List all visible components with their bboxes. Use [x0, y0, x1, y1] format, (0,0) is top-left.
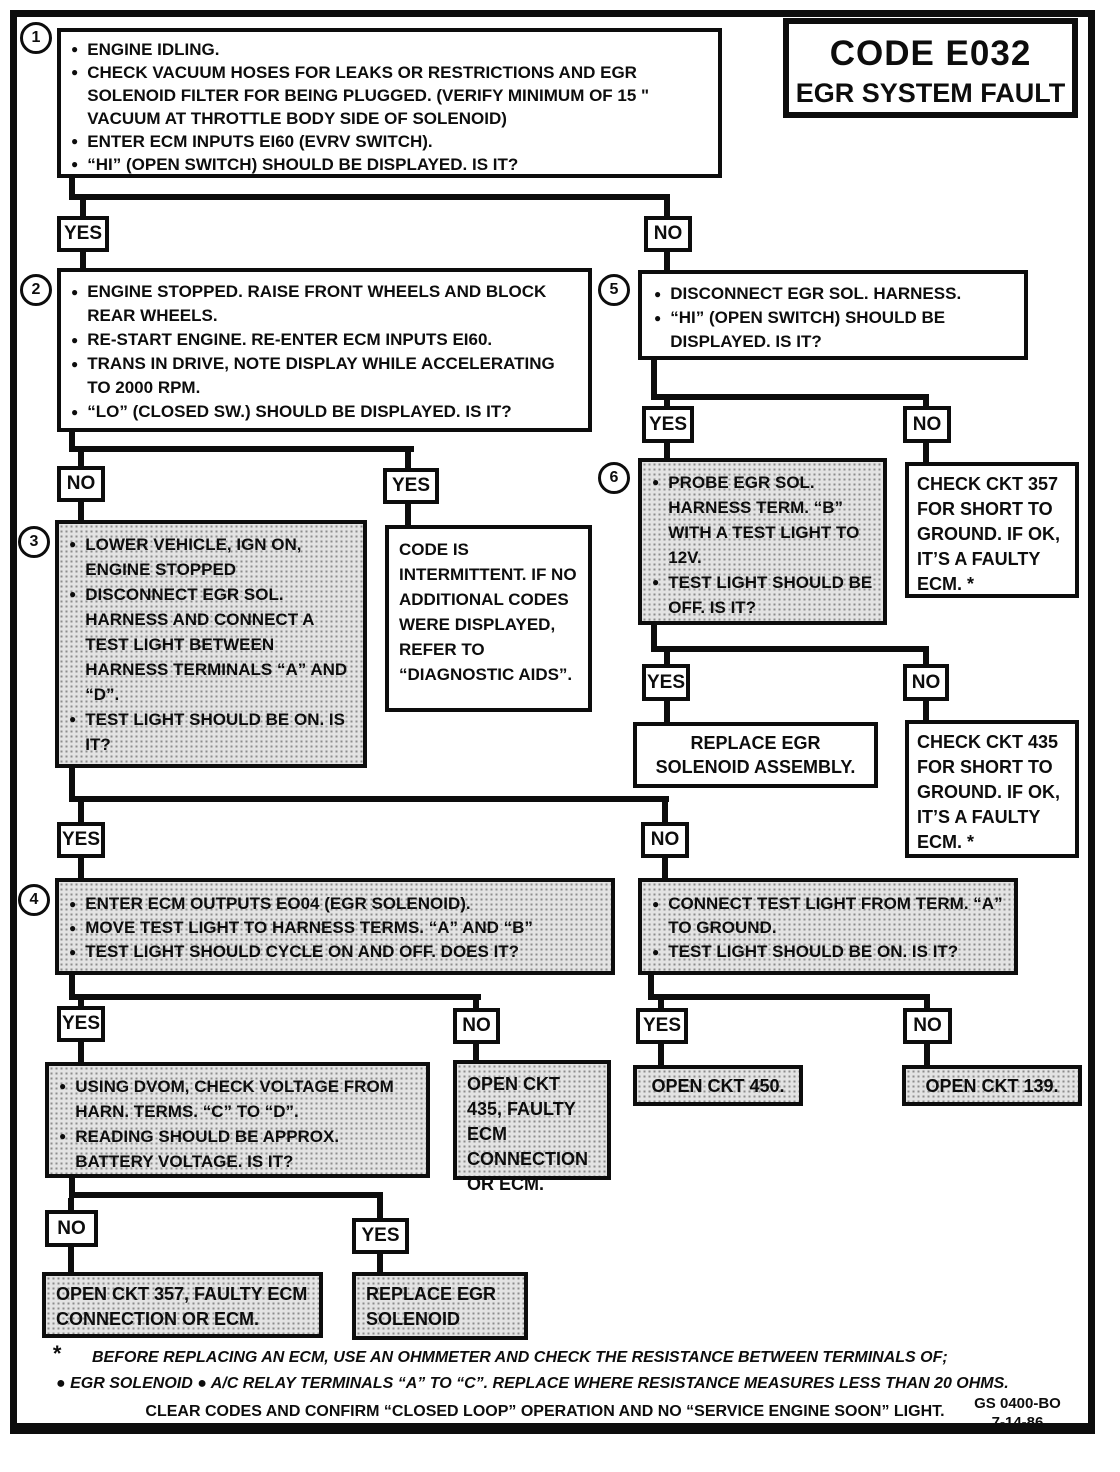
connector-line — [658, 1044, 664, 1065]
connect-test-light-box — [638, 878, 1018, 975]
bullet-item — [71, 61, 708, 130]
connector-line — [664, 443, 670, 458]
connector-line — [78, 1042, 84, 1062]
step-2-number: 2 — [20, 274, 52, 306]
connector-line — [405, 504, 411, 525]
connector-line — [78, 858, 84, 878]
decision-yes: YES — [352, 1218, 409, 1254]
bullet-item — [71, 400, 578, 424]
step-1-number: 1 — [20, 22, 52, 54]
connector-line — [923, 652, 929, 664]
connector-line — [405, 452, 411, 468]
bullet-icon: ● — [71, 285, 79, 299]
footnote-clear-codes: CLEAR CODES AND CONFIRM “CLOSED LOOP” OPERATION AND NO “SERVICE ENGINE SOON” LIGHT. — [145, 1403, 945, 1420]
bullet-item — [69, 940, 601, 964]
bullet-icon: ● — [69, 945, 77, 959]
bullet-item — [652, 570, 873, 620]
bullet-text: CONNECT TEST LIGHT FROM TERM. “A” TO GROUND. — [668, 894, 1003, 937]
connector-line — [924, 1000, 930, 1008]
decision-yes: YES — [636, 1008, 688, 1044]
bullet-icon: ● — [69, 921, 77, 935]
connector-line — [377, 1198, 383, 1218]
bullet-icon: ● — [69, 587, 77, 601]
bullet-icon: ● — [69, 897, 77, 911]
connector-line — [664, 701, 670, 722]
decision-yes: YES — [383, 468, 439, 504]
decision-yes: YES — [642, 664, 690, 701]
bullet-text: DISCONNECT EGR SOL. HARNESS. — [670, 284, 962, 303]
fault-code: CODE E032 — [829, 34, 1032, 73]
bullet-icon: ● — [71, 134, 79, 148]
bullet-item — [69, 916, 601, 940]
connector-line — [664, 200, 670, 216]
connector-line — [923, 701, 929, 720]
bullet-text: TEST LIGHT SHOULD BE ON. IS IT? — [668, 942, 959, 961]
bullet-text: TEST LIGHT SHOULD BE OFF. IS IT? — [668, 573, 873, 617]
bullet-icon: ● — [71, 65, 79, 79]
connector-line — [924, 1044, 930, 1065]
connector-line — [69, 446, 414, 452]
step-1-box — [57, 28, 722, 178]
bullet-text: ENGINE STOPPED. RAISE FRONT WHEELS AND BLOCK REAR WHEELS. — [87, 282, 547, 325]
step-5-box — [638, 270, 1028, 360]
bullet-text: TEST LIGHT SHOULD CYCLE ON AND OFF. DOES IT? — [85, 942, 520, 961]
connector-line — [473, 1044, 479, 1060]
bullet-text: ENTER ECM INPUTS EI60 (EVRV SWITCH). — [87, 132, 433, 151]
connector-line — [648, 994, 930, 1000]
replace-egr-solenoid-assembly-box: REPLACE EGR SOLENOID ASSEMBLY. — [633, 722, 878, 788]
open-ckt-139-box: OPEN CKT 139. — [902, 1065, 1082, 1106]
connector-line — [69, 194, 670, 200]
bullet-item — [69, 532, 353, 582]
bullet-item — [71, 130, 708, 153]
dvom-check-box — [45, 1062, 430, 1178]
step-6-number: 6 — [598, 462, 630, 494]
footnote-solenoid-relay: ● EGR SOLENOID ● A/C RELAY TERMINALS “A” TO “C”. REPLACE WHERE RESISTANCE MEASURES LESS THAN 20 OHMS. — [56, 1375, 1009, 1392]
bullet-text: “LO” (CLOSED SW.) SHOULD BE DISPLAYED. IS IT? — [87, 402, 512, 421]
bullet-text: ENGINE IDLING. — [87, 40, 220, 59]
doc-date: 7-14-86 — [991, 1414, 1044, 1431]
decision-no: NO — [903, 406, 951, 443]
decision-no: NO — [453, 1008, 500, 1044]
bullet-item — [69, 707, 353, 757]
bullet-icon: ● — [71, 42, 79, 56]
bullet-text: “HI” (OPEN SWITCH) SHOULD BE DISPLAYED. IS IT? — [670, 308, 946, 351]
bullet-text: DISCONNECT EGR SOL. HARNESS AND CONNECT A TEST LIGHT BETWEEN HARNESS TERMINALS “A” AND “D”. — [85, 585, 348, 704]
step-4-number: 4 — [18, 884, 50, 916]
bullet-icon: ● — [652, 897, 660, 911]
bullet-text: TRANS IN DRIVE, NOTE DISPLAY WHILE ACCELERATING TO 2000 RPM. — [87, 354, 555, 397]
connector-line — [664, 252, 670, 270]
decision-no: NO — [641, 822, 689, 858]
code-intermittent-box: CODE IS INTERMITTENT. IF NO ADDITIONAL CODES WERE DISPLAYED, REFER TO “DIAGNOSTIC AIDS”. — [385, 525, 592, 712]
connector-line — [78, 452, 84, 466]
connector-line — [78, 502, 84, 520]
bullet-item — [654, 282, 1012, 306]
bullet-item — [69, 892, 601, 916]
footnote-ecm: BEFORE REPLACING AN ECM, USE AN OHMMETER AND CHECK THE RESISTANCE BETWEEN TERMINALS OF; — [92, 1349, 948, 1366]
bullet-item — [652, 470, 873, 570]
connector-line — [80, 200, 86, 216]
bullet-text: RE-START ENGINE. RE-ENTER ECM INPUTS EI60. — [87, 330, 493, 349]
doc-number: GS 0400-BO — [974, 1395, 1061, 1412]
connector-line — [69, 994, 481, 1000]
bullet-text: ENTER ECM OUTPUTS EO04 (EGR SOLENOID). — [85, 894, 471, 913]
bullet-icon: ● — [69, 712, 77, 726]
connector-line — [68, 1247, 74, 1272]
bullet-icon: ● — [654, 311, 662, 325]
open-ckt-450-box: OPEN CKT 450. — [633, 1065, 803, 1106]
connector-line — [662, 802, 668, 822]
connector-line — [473, 1000, 479, 1008]
bullet-text: “HI” (OPEN SWITCH) SHOULD BE DISPLAYED. IS IT? — [87, 155, 519, 174]
bullet-text: CHECK VACUUM HOSES FOR LEAKS OR RESTRICTIONS AND EGR SOLENOID FILTER FOR BEING PLUGGED. (VERIFY MINIMUM OF 15 " VACUUM AT THROTTLE BODY SIDE OF SOLENOID) — [87, 63, 650, 128]
open-ckt-357-box: OPEN CKT 357, FAULTY ECM CONNECTION OR ECM. — [42, 1272, 323, 1338]
check-ckt-435-box: CHECK CKT 435 FOR SHORT TO GROUND. IF OK, IT’S A FAULTY ECM. * — [905, 720, 1079, 858]
bullet-icon: ● — [69, 537, 77, 551]
title-box — [783, 18, 1078, 118]
decision-no: NO — [903, 664, 949, 701]
bullet-item — [71, 328, 578, 352]
bullet-item — [71, 352, 578, 400]
step-3-number: 3 — [18, 526, 50, 558]
asterisk-marker: * — [52, 1341, 61, 1366]
connector-line — [80, 252, 86, 268]
connector-line — [68, 1198, 74, 1210]
bullet-text: MOVE TEST LIGHT TO HARNESS TERMS. “A” AND “B” — [85, 918, 533, 937]
decision-no: NO — [644, 216, 692, 252]
bullet-item — [71, 38, 708, 61]
replace-egr-solenoid-box: REPLACE EGR SOLENOID — [352, 1272, 528, 1340]
bullet-icon: ● — [71, 333, 79, 347]
connector-line — [923, 443, 929, 462]
bullet-text: TEST LIGHT SHOULD BE ON. IS IT? — [85, 710, 345, 754]
bullet-icon: ● — [71, 157, 79, 171]
bullet-icon: ● — [654, 287, 662, 301]
bullet-text: LOWER VEHICLE, IGN ON, ENGINE STOPPED — [85, 535, 302, 579]
fault-name: EGR SYSTEM FAULT — [795, 78, 1066, 108]
connector-line — [651, 394, 929, 400]
decision-yes: YES — [57, 216, 109, 252]
bullet-icon: ● — [71, 357, 79, 371]
step-5-number: 5 — [598, 274, 630, 306]
connector-line — [664, 652, 670, 664]
bullet-item — [652, 892, 1004, 940]
bullet-item — [59, 1074, 416, 1124]
decision-no: NO — [903, 1008, 952, 1044]
decision-yes: YES — [642, 406, 694, 443]
connector-line — [78, 802, 84, 822]
step-3-box — [55, 520, 367, 768]
bullet-text: PROBE EGR SOL. HARNESS TERM. “B” WITH A TEST LIGHT TO 12V. — [668, 473, 860, 567]
bullet-text: USING DVOM, CHECK VOLTAGE FROM HARN. TERMS. “C” TO “D”. — [75, 1077, 394, 1121]
step-2-box — [57, 268, 592, 432]
bullet-icon: ● — [71, 405, 79, 419]
bullet-item — [71, 153, 708, 176]
bullet-item — [71, 280, 578, 328]
bullet-icon: ● — [652, 945, 660, 959]
connector-line — [658, 1000, 664, 1008]
step-6-box — [638, 458, 887, 625]
bullet-item — [69, 582, 353, 707]
connector-line — [69, 1192, 383, 1198]
connector-line — [377, 1254, 383, 1272]
bullet-item — [59, 1124, 416, 1174]
step-4-box — [55, 878, 615, 975]
bullet-item — [654, 306, 1012, 354]
open-ckt-435-box: OPEN CKT 435, FAULTY ECM CONNECTION OR ECM. — [453, 1060, 611, 1180]
decision-yes: YES — [57, 822, 105, 858]
decision-no: NO — [45, 1210, 98, 1247]
bullet-icon: ● — [652, 575, 660, 589]
bullet-icon: ● — [59, 1129, 67, 1143]
check-ckt-357-box: CHECK CKT 357 FOR SHORT TO GROUND. IF OK, IT’S A FAULTY ECM. * — [905, 462, 1079, 598]
decision-yes: YES — [57, 1006, 105, 1042]
connector-line — [662, 858, 668, 878]
connector-line — [651, 646, 929, 652]
bullet-text: READING SHOULD BE APPROX. BATTERY VOLTAGE. IS IT? — [75, 1127, 340, 1171]
bullet-item — [652, 940, 1004, 964]
decision-no: NO — [57, 466, 105, 502]
bullet-icon: ● — [652, 475, 660, 489]
connector-line — [69, 796, 669, 802]
bullet-icon: ● — [59, 1079, 67, 1093]
